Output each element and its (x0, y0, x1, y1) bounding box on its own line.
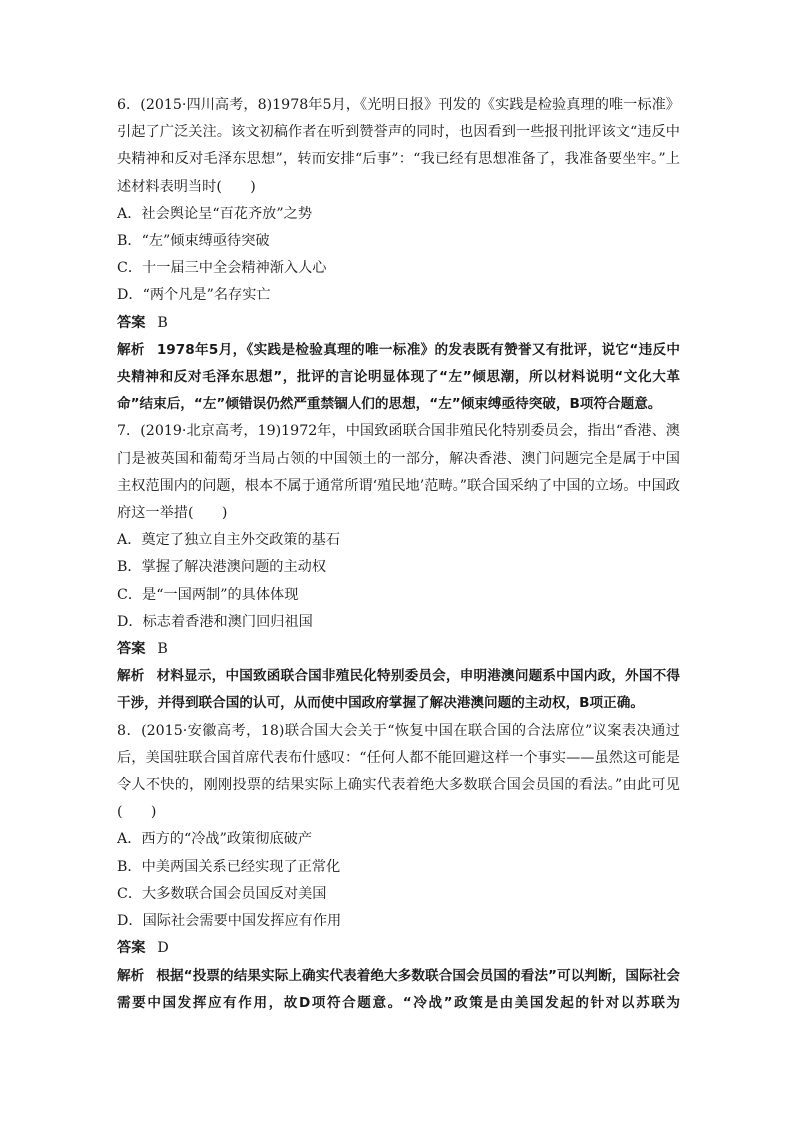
answer-label: 答案 (117, 641, 146, 658)
option-c: C．十一届三中全会精神渐入人心 (117, 260, 327, 277)
question-stem: 6．(2015·四川高考，8)1978年5月，《光明日报》刊发的《实践是检验真理的唯一标准》引起了广泛关注。该文初稿作者在听到赞誉声的同时，也因看到一些报刊批评该文“违反中央精神和反对毛泽东思想”，转而安排“后事”：“我已经有思想准备了，我准备要坐牢。”上述材料表明当时( ) (117, 97, 680, 195)
answer-label: 答案 (117, 940, 146, 957)
question-stem: 8．(2015·安徽高考，18)联合国大会关于“恢复中国在联合国的合法席位”议案表决通过后，美国驻联合国首席代表布什感叹：“任何人都不能回避这样一个事实——虽然这可能是令人不快的，刚刚投票的结果实际上确实代表着绝大多数联合国会员国的看法。”由此可见( ) (117, 722, 680, 821)
option-d: D．“两个凡是”名存实亡 (117, 287, 271, 304)
answer-label: 答案 (117, 314, 146, 331)
answer-value: D (157, 940, 169, 957)
option-a: A．社会舆论呈“百花齐放”之势 (117, 205, 313, 222)
analysis-block (117, 663, 680, 717)
option-d: D．国际社会需要中国发挥应有作用 (117, 913, 342, 930)
option-a: A．西方的“冷战”政策彻底破产 (117, 831, 313, 848)
option-c: C．大多数联合国会员国反对美国 (117, 885, 327, 902)
option-a: A．奠定了独立自主外交政策的基石 (117, 532, 341, 549)
answer-line (117, 310, 680, 337)
option-d: D．标志着香港和澳门回归祖国 (117, 613, 313, 630)
analysis-text: 根据“投票的结果实际上确实代表着绝大多数联合国会员国的看法”可以判断，国际社会需要中国发挥应有作用，故D项符合题意。“冷战”政策是由美国发起的针对以苏联为 (117, 967, 680, 1011)
answer-value: B (157, 641, 168, 658)
question-stem: 7．(2019·北京高考，19)1972年，中国致函联合国非殖民化特别委员会，指出“香港、澳门是被英国和葡萄牙当局占领的中国领土的一部分，解决香港、澳门问题完全是属于中国主权范围内的问题，根本不属于通常所谓‘殖民地’范畴。”联合国采纳了中国的立场。中国政府这一举措( ) (117, 423, 680, 522)
option-b: B．中美两国关系已经实现了正常化 (117, 858, 341, 875)
question-list (117, 92, 680, 1017)
analysis-block (117, 963, 680, 1017)
option-c: C．是“一国两制”的具体体现 (117, 586, 299, 603)
answer-value: B (157, 314, 168, 331)
analysis-label: 解析 (117, 967, 145, 984)
analysis-label: 解析 (117, 668, 145, 685)
analysis-label: 解析 (117, 341, 145, 358)
analysis-text: 材料显示，中国致函联合国非殖民化特别委员会，申明港澳问题系中国内政，外国不得干涉，并得到联合国的认可，从而使中国政府掌握了解决港澳问题的主动权，B项正确。 (117, 668, 681, 712)
analysis-block (117, 337, 680, 419)
answer-line (117, 935, 680, 962)
analysis-text: 1978年5月，《实践是检验真理的唯一标准》的发表既有赞誉又有批评，说它“违反中央精神和反对毛泽东思想”，批评的言论明显体现了“左”倾思潮，所以材料说明“文化大革命”结束后，“左”倾错误仍然严重禁锢人们的思想，“左”倾束缚亟待突破，B项符合题意。 (117, 341, 681, 413)
answer-line (117, 636, 680, 663)
option-b: B．掌握了解决港澳问题的主动权 (117, 559, 327, 576)
option-b: B．“左”倾束缚亟待突破 (117, 233, 270, 250)
